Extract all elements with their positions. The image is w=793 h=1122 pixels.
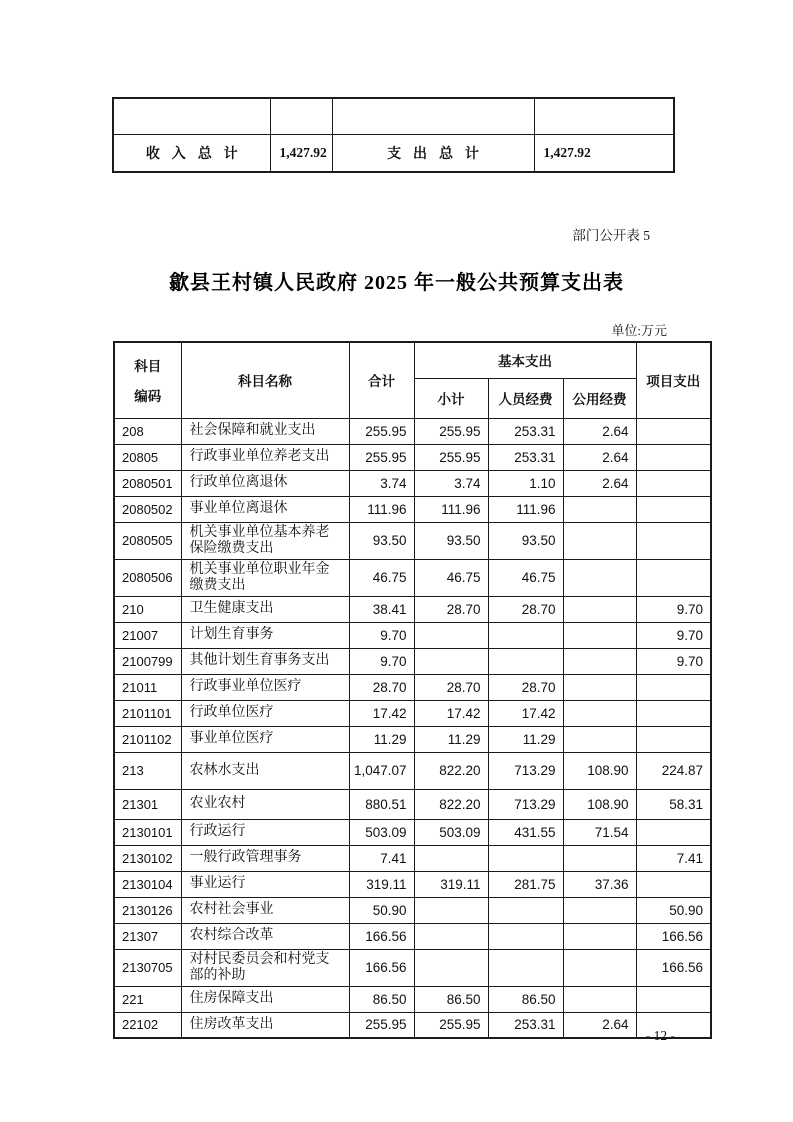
cell-subtotal: 503.09	[414, 819, 488, 845]
header-code-lines	[115, 349, 181, 411]
cell-total: 9.70	[349, 648, 414, 674]
cell-personnel: 1.10	[488, 470, 563, 496]
cell-subtotal	[414, 949, 488, 986]
cell-subtotal: 3.74	[414, 470, 488, 496]
cell-personnel	[488, 648, 563, 674]
cell-project: 9.70	[636, 648, 711, 674]
cell-name: 事业单位离退休	[181, 496, 349, 522]
cell-project: 7.41	[636, 845, 711, 871]
cell-personnel: 28.70	[488, 674, 563, 700]
cell-public: 2.64	[563, 1012, 636, 1038]
cell-total: 1,047.07	[349, 752, 414, 789]
cell-personnel	[488, 845, 563, 871]
cell-project	[636, 871, 711, 897]
cell-name: 住房改革支出	[181, 1012, 349, 1038]
expense-total-value: 1,427.92	[534, 134, 674, 172]
cell-code: 21301	[114, 789, 181, 819]
cell-code: 2080502	[114, 496, 181, 522]
cell-total: 50.90	[349, 897, 414, 923]
cell-personnel: 253.31	[488, 444, 563, 470]
cell-name: 对村民委员会和村党支部的补助	[181, 949, 349, 986]
table-row	[114, 496, 711, 522]
cell-project	[636, 418, 711, 444]
budget-table-body	[114, 418, 711, 1038]
expense-total-label: 支出总计	[332, 134, 534, 172]
table-row	[114, 596, 711, 622]
cell-public: 71.54	[563, 819, 636, 845]
cell-personnel: 86.50	[488, 986, 563, 1012]
cell-subtotal: 46.75	[414, 559, 488, 596]
cell-code: 2100799	[114, 648, 181, 674]
cell-name: 事业运行	[181, 871, 349, 897]
table-row	[114, 622, 711, 648]
cell-total: 166.56	[349, 949, 414, 986]
cell-name: 计划生育事务	[181, 622, 349, 648]
cell-subtotal: 17.42	[414, 700, 488, 726]
cell-name: 其他计划生育事务支出	[181, 648, 349, 674]
table-row	[114, 674, 711, 700]
summary-table	[112, 97, 675, 173]
cell-personnel: 93.50	[488, 522, 563, 559]
cell-public: 37.36	[563, 871, 636, 897]
cell-public	[563, 845, 636, 871]
cell-public	[563, 986, 636, 1012]
header-row-1	[114, 342, 711, 378]
cell-public: 2.64	[563, 418, 636, 444]
cell-subtotal	[414, 622, 488, 648]
cell-public: 108.90	[563, 789, 636, 819]
budget-table	[113, 341, 712, 1039]
table-row	[114, 648, 711, 674]
table-row	[114, 871, 711, 897]
cell-personnel	[488, 949, 563, 986]
cell-name: 农林水支出	[181, 752, 349, 789]
header-public: 公用经费	[563, 378, 636, 418]
header-code-line2: 编码	[134, 389, 162, 405]
cell-name: 行政运行	[181, 819, 349, 845]
budget-table-header	[114, 342, 711, 418]
cell-project: 166.56	[636, 923, 711, 949]
cell-code: 2080505	[114, 522, 181, 559]
cell-project	[636, 726, 711, 752]
cell-total: 86.50	[349, 986, 414, 1012]
cell-project: 224.87	[636, 752, 711, 789]
cell-personnel: 253.31	[488, 418, 563, 444]
income-total-value: 1,427.92	[270, 134, 332, 172]
page-number: - 12 -	[645, 1028, 675, 1043]
cell-project	[636, 819, 711, 845]
cell-public: 2.64	[563, 444, 636, 470]
cell-name: 卫生健康支出	[181, 596, 349, 622]
cell-name: 事业单位医疗	[181, 726, 349, 752]
summary-empty-row	[113, 98, 674, 134]
cell-personnel	[488, 923, 563, 949]
header-basic-group: 基本支出	[414, 342, 636, 378]
cell-public: 2.64	[563, 470, 636, 496]
cell-subtotal	[414, 648, 488, 674]
cell-project: 9.70	[636, 622, 711, 648]
cell-personnel: 28.70	[488, 596, 563, 622]
cell-total: 9.70	[349, 622, 414, 648]
cell-name: 机关事业单位基本养老保险缴费支出	[181, 522, 349, 559]
cell-public: 108.90	[563, 752, 636, 789]
table-row	[114, 986, 711, 1012]
cell-subtotal: 111.96	[414, 496, 488, 522]
cell-personnel: 111.96	[488, 496, 563, 522]
table-row	[114, 897, 711, 923]
cell-total: 255.95	[349, 444, 414, 470]
cell-total: 255.95	[349, 418, 414, 444]
cell-public	[563, 923, 636, 949]
cell-subtotal: 255.95	[414, 418, 488, 444]
cell-code: 2080506	[114, 559, 181, 596]
cell-total: 11.29	[349, 726, 414, 752]
cell-name: 行政单位离退休	[181, 470, 349, 496]
table-row	[114, 923, 711, 949]
cell-total: 17.42	[349, 700, 414, 726]
cell-code: 21307	[114, 923, 181, 949]
cell-subtotal: 28.70	[414, 674, 488, 700]
cell-total: 3.74	[349, 470, 414, 496]
cell-name: 农业农村	[181, 789, 349, 819]
cell-total: 503.09	[349, 819, 414, 845]
summary-total-row	[113, 134, 674, 172]
table-row	[114, 470, 711, 496]
cell-total: 46.75	[349, 559, 414, 596]
cell-public	[563, 648, 636, 674]
cell-public	[563, 949, 636, 986]
cell-project: 50.90	[636, 897, 711, 923]
cell-public	[563, 726, 636, 752]
cell-subtotal: 86.50	[414, 986, 488, 1012]
cell-project: 58.31	[636, 789, 711, 819]
cell-code: 2130126	[114, 897, 181, 923]
empty-cell	[332, 98, 534, 134]
cell-code: 2130705	[114, 949, 181, 986]
table-row	[114, 522, 711, 559]
cell-subtotal: 93.50	[414, 522, 488, 559]
cell-name: 行政单位医疗	[181, 700, 349, 726]
cell-public	[563, 622, 636, 648]
cell-code: 2130102	[114, 845, 181, 871]
cell-name: 农村社会事业	[181, 897, 349, 923]
cell-subtotal	[414, 845, 488, 871]
table-row	[114, 789, 711, 819]
cell-project	[636, 674, 711, 700]
cell-code: 20805	[114, 444, 181, 470]
cell-public	[563, 700, 636, 726]
table-row	[114, 949, 711, 986]
cell-code: 21007	[114, 622, 181, 648]
empty-cell	[534, 98, 674, 134]
cell-name: 机关事业单位职业年金缴费支出	[181, 559, 349, 596]
cell-code: 21011	[114, 674, 181, 700]
cell-name: 农村综合改革	[181, 923, 349, 949]
cell-personnel: 253.31	[488, 1012, 563, 1038]
cell-name: 行政事业单位医疗	[181, 674, 349, 700]
cell-project	[636, 700, 711, 726]
cell-personnel: 713.29	[488, 752, 563, 789]
cell-total: 166.56	[349, 923, 414, 949]
cell-code: 208	[114, 418, 181, 444]
table-row	[114, 845, 711, 871]
cell-subtotal: 319.11	[414, 871, 488, 897]
cell-public	[563, 674, 636, 700]
cell-subtotal: 28.70	[414, 596, 488, 622]
cell-project: 9.70	[636, 596, 711, 622]
cell-total: 7.41	[349, 845, 414, 871]
header-name: 科目名称	[181, 342, 349, 418]
cell-personnel	[488, 622, 563, 648]
cell-project	[636, 522, 711, 559]
cell-project: 166.56	[636, 949, 711, 986]
cell-project	[636, 496, 711, 522]
cell-public	[563, 559, 636, 596]
cell-public	[563, 496, 636, 522]
table-row	[114, 559, 711, 596]
cell-total: 38.41	[349, 596, 414, 622]
cell-subtotal: 255.95	[414, 1012, 488, 1038]
cell-code: 221	[114, 986, 181, 1012]
cell-total: 93.50	[349, 522, 414, 559]
cell-project	[636, 986, 711, 1012]
cell-public	[563, 522, 636, 559]
cell-name: 行政事业单位养老支出	[181, 444, 349, 470]
cell-personnel: 431.55	[488, 819, 563, 845]
unit-note: 单位:万元	[611, 323, 667, 338]
cell-project	[636, 470, 711, 496]
table-row	[114, 819, 711, 845]
cell-total: 28.70	[349, 674, 414, 700]
table-row	[114, 700, 711, 726]
cell-total: 111.96	[349, 496, 414, 522]
empty-cell	[113, 98, 270, 134]
header-code	[114, 342, 181, 418]
cell-code: 2130101	[114, 819, 181, 845]
income-total-label: 收入总计	[113, 134, 270, 172]
cell-personnel: 713.29	[488, 789, 563, 819]
cell-public	[563, 596, 636, 622]
cell-public	[563, 897, 636, 923]
cell-subtotal	[414, 923, 488, 949]
cell-code: 2130104	[114, 871, 181, 897]
cell-code: 210	[114, 596, 181, 622]
cell-subtotal: 11.29	[414, 726, 488, 752]
header-project: 项目支出	[636, 342, 711, 418]
cell-project	[636, 559, 711, 596]
cell-code: 2101102	[114, 726, 181, 752]
cell-code: 2101101	[114, 700, 181, 726]
cell-code: 2080501	[114, 470, 181, 496]
header-personnel: 人员经费	[488, 378, 563, 418]
table-row	[114, 444, 711, 470]
table-row	[114, 1012, 711, 1038]
cell-personnel: 11.29	[488, 726, 563, 752]
cell-code: 213	[114, 752, 181, 789]
cell-subtotal	[414, 897, 488, 923]
cell-code: 22102	[114, 1012, 181, 1038]
cell-name: 一般行政管理事务	[181, 845, 349, 871]
table-row	[114, 418, 711, 444]
cell-subtotal: 822.20	[414, 789, 488, 819]
cell-total: 255.95	[349, 1012, 414, 1038]
cell-subtotal: 822.20	[414, 752, 488, 789]
cell-personnel: 46.75	[488, 559, 563, 596]
header-subtotal: 小计	[414, 378, 488, 418]
page-title: 歙县王村镇人民政府 2025 年一般公共预算支出表	[169, 272, 624, 294]
empty-cell	[270, 98, 332, 134]
table-row	[114, 726, 711, 752]
cell-total: 319.11	[349, 871, 414, 897]
cell-personnel: 17.42	[488, 700, 563, 726]
header-total: 合计	[349, 342, 414, 418]
cell-subtotal: 255.95	[414, 444, 488, 470]
cell-total: 880.51	[349, 789, 414, 819]
cell-name: 住房保障支出	[181, 986, 349, 1012]
cell-personnel: 281.75	[488, 871, 563, 897]
cell-name: 社会保障和就业支出	[181, 418, 349, 444]
cell-personnel	[488, 897, 563, 923]
header-code-line1: 科目	[134, 359, 162, 375]
table-row	[114, 752, 711, 789]
cell-project	[636, 444, 711, 470]
table-label: 部门公开表 5	[572, 228, 650, 243]
